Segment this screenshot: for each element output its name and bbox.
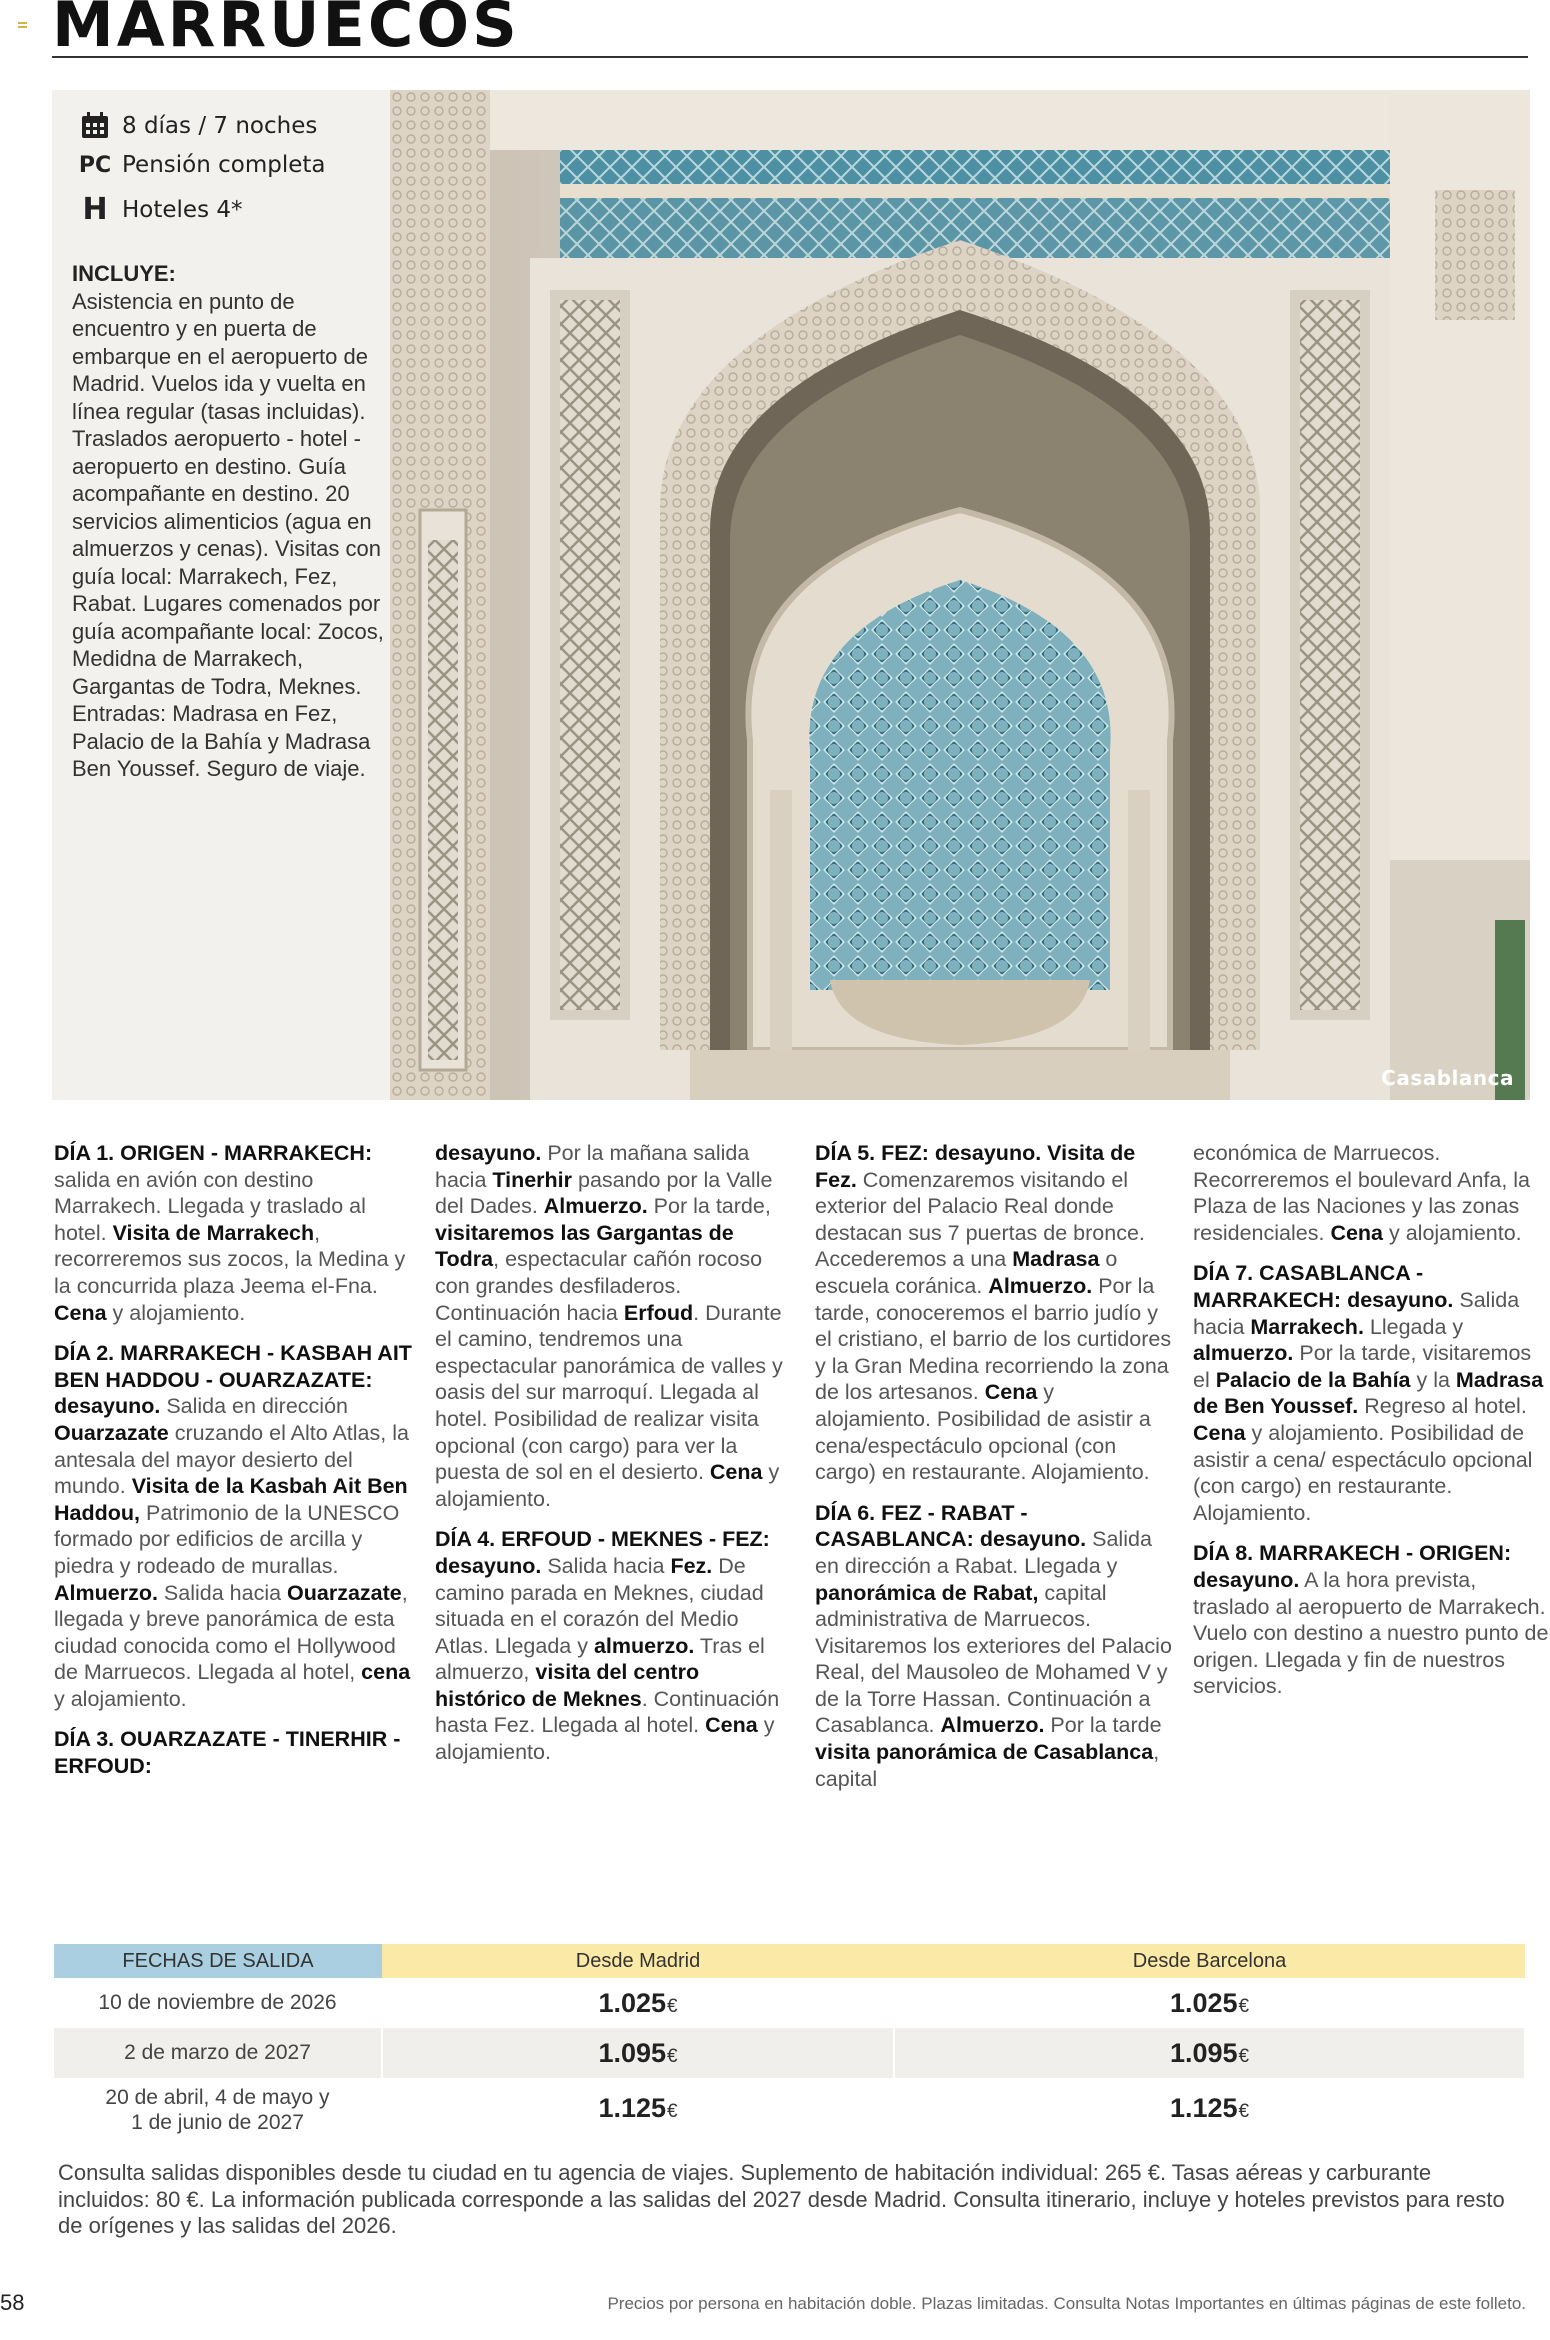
itinerary-column-4 — [1193, 1140, 1550, 1714]
header-barcelona: Desde Barcelona — [894, 1944, 1525, 1978]
footer-note: Precios por persona en habitación doble. Plazas limitadas. Consulta Notas Importantes en últimas páginas de este folleto. — [607, 2294, 1526, 2313]
itinerary-column-2 — [435, 1140, 795, 1780]
departure-date: 2 de marzo de 2027 — [54, 2028, 382, 2078]
board-text: Pensión completa — [122, 152, 326, 178]
itinerary-column-1 — [54, 1140, 414, 1794]
day-7: DÍA 7. CASABLANCA - MARRAKECH: desayuno. Salida hacia Marrakech. Llegada y almuerzo. Por la tarde, visitaremos el Palacio de la Bahía y la Madrasa de Ben Youssef. Regreso al hotel. Cena y alojamiento. Posibilidad de asistir a cena/ espectáculo opcional (con cargo) en restaurante. Alojamiento. — [1193, 1261, 1544, 1525]
itinerary-column-3 — [815, 1140, 1175, 1806]
table-row — [54, 2078, 1525, 2142]
price-madrid: 1.095€ — [382, 2028, 894, 2078]
day-4: DÍA 4. ERFOUD - MEKNES - FEZ: desayuno. Salida hacia Fez. De camino parada en Meknes, ciudad situada en el corazón del Medio Atlas. Llegada y almuerzo. Tras el almuerzo, visita del centro histórico de Meknes. Continuación hasta Fez. Llegada al hotel. Cena y alojamiento. — [435, 1527, 780, 1765]
departure-date: 20 de abril, 4 de mayo y 1 de junio de 2027 — [54, 2078, 382, 2142]
title-divider — [52, 56, 1528, 58]
board-pc-icon: PC — [78, 152, 112, 178]
price-note: Consulta salidas disponibles desde tu ciudad en tu agencia de viajes. Suplemento de habitación individual: 265 €. Tasas aéreas y carburante incluidos: 80 €. La información publicada corresponde a las salidas del 2027 desde Madrid. Consulta itinerario, incluye y hoteles previstos para resto de orígenes y las salidas del 2026. — [58, 2160, 1505, 2238]
header-dates: FECHAS DE SALIDA — [54, 1944, 382, 1978]
board-row — [78, 152, 326, 178]
price-madrid: 1.125€ — [382, 2078, 894, 2142]
mosque-arch-illustration — [390, 90, 1530, 1100]
header-madrid: Desde Madrid — [382, 1944, 894, 1978]
table-row — [54, 1978, 1525, 2028]
info-panel — [52, 90, 390, 1100]
day-6: DÍA 6. FEZ - RABAT - CASABLANCA: desayuno. Salida en dirección a Rabat. Llegada y panorámica de Rabat, capital administrativa de Marruecos. Visitaremos los exteriores del Palacio Real, del Mausoleo de Mohamed V y de la Torre Hassan. Continuación a Casablanca. Almuerzo. Por la tarde visita panorámica de Casablanca, capital — [815, 1500, 1172, 1791]
day-8: DÍA 8. MARRAKECH - ORIGEN: desayuno. A la hora prevista, traslado al aeropuerto de Marrakech. Vuelo con destino a nuestro punto de origen. Llegada y fin de nuestros servicios. — [1193, 1541, 1549, 1699]
hotel-h-icon: H — [82, 192, 108, 227]
hotels-row — [78, 192, 243, 227]
price-barcelona: 1.125€ — [894, 2078, 1525, 2142]
photo-caption: Casablanca — [1381, 1066, 1514, 1090]
duration-text: 8 días / 7 noches — [122, 113, 318, 139]
duration-row — [78, 112, 317, 140]
day-1: DÍA 1. ORIGEN - MARRAKECH: salida en avión con destino Marrakech. Llegada y traslado al hotel. Visita de Marrakech, recorreremos sus zocos, la Medina y la concurrida plaza Jeema el-Fna. Cena y alojamiento. — [54, 1141, 406, 1325]
page-title: MARRUECOS — [52, 0, 520, 61]
page-number: 58 — [0, 2290, 25, 2315]
hotels-text: Hoteles 4* — [122, 196, 243, 223]
price-barcelona: 1.025€ — [894, 1978, 1525, 2028]
includes-block — [72, 260, 384, 783]
day-5: DÍA 5. FEZ: desayuno. Visita de Fez. Comenzaremos visitando el exterior del Palacio Real donde destacan sus 7 puertas de bronce. Accederemos a una Madrasa o escuela coránica. Almuerzo. Por la tarde, conoceremos el barrio judío y el cristiano, el barrio de los curtidores y la Gran Medina recorriendo la zona de los artesanos. Cena y alojamiento. Posibilidad de asistir a cena/espectáculo opcional (con cargo) en restaurante. Alojamiento. — [815, 1141, 1172, 1485]
corner-mark — [18, 22, 27, 28]
table-header-row — [54, 1944, 1525, 1978]
departure-date: 10 de noviembre de 2026 — [54, 1978, 382, 2028]
day-3-body: desayuno. Por la mañana salida hacia Tinerhir pasando por la Valle del Dades. Almuerzo. Por la tarde, visitaremos las Gargantas de Todra, espectacular cañón rocoso con grandes desfiladeros. Continuación hacia Erfoud. Durante el camino, tendremos una espectacular panorámica de valles y oasis del sur marroquí. Llegada al hotel. Posibilidad de realizar visita opcional (con cargo) para ver la puesta de sol en el desierto. Cena y alojamiento. — [435, 1141, 783, 1511]
includes-text: Asistencia en punto de encuentro y en puerta de embarque en el aeropuerto de Madrid. Vuelos ida y vuelta en línea regular (tasas incluidas). Traslados aeropuerto - hotel - aeropuerto en destino. Guía acompañante en destino. 20 servicios alimenticios (agua en almuerzos y cenas). Visitas con guía local: Marrakech, Fez, Rabat. Lugares comenados por guía acompañante local: Zocos, Medidna de Marrakech, Gargantas de Todra, Meknes. Entradas: Madrasa en Fez, Palacio de la Bahía y Madrasa Ben Youssef. Seguro de viaje. — [72, 288, 384, 781]
day-6-continued: económica de Marruecos. Recorreremos el boulevard Anfa, la Plaza de las Naciones y las zonas residenciales. Cena y alojamiento. — [1193, 1141, 1531, 1245]
calendar-icon — [78, 112, 112, 140]
includes-heading: INCLUYE: — [72, 261, 176, 286]
price-madrid: 1.025€ — [382, 1978, 894, 2028]
price-barcelona: 1.095€ — [894, 2028, 1525, 2078]
day-3-heading: DÍA 3. OUARZAZATE - TINERHIR - ERFOUD: — [54, 1727, 401, 1779]
casablanca-photo — [390, 90, 1530, 1100]
price-table — [54, 1944, 1526, 2142]
table-row — [54, 2028, 1525, 2078]
day-2: DÍA 2. MARRAKECH - KASBAH AIT BEN HADDOU - OUARZAZATE: desayuno. Salida en dirección Ouarzazate cruzando el Alto Atlas, la antesala del mayor desierto del mundo. Visita de la Kasbah Ait Ben Haddou, Patrimonio de la UNESCO formado por edificios de arcilla y piedra y rodeado de murallas. Almuerzo. Salida hacia Ouarzazate, llegada y breve panorámica de esta ciudad conocida como el Hollywood de Marruecos. Llegada al hotel, cena y alojamiento. — [54, 1341, 412, 1711]
